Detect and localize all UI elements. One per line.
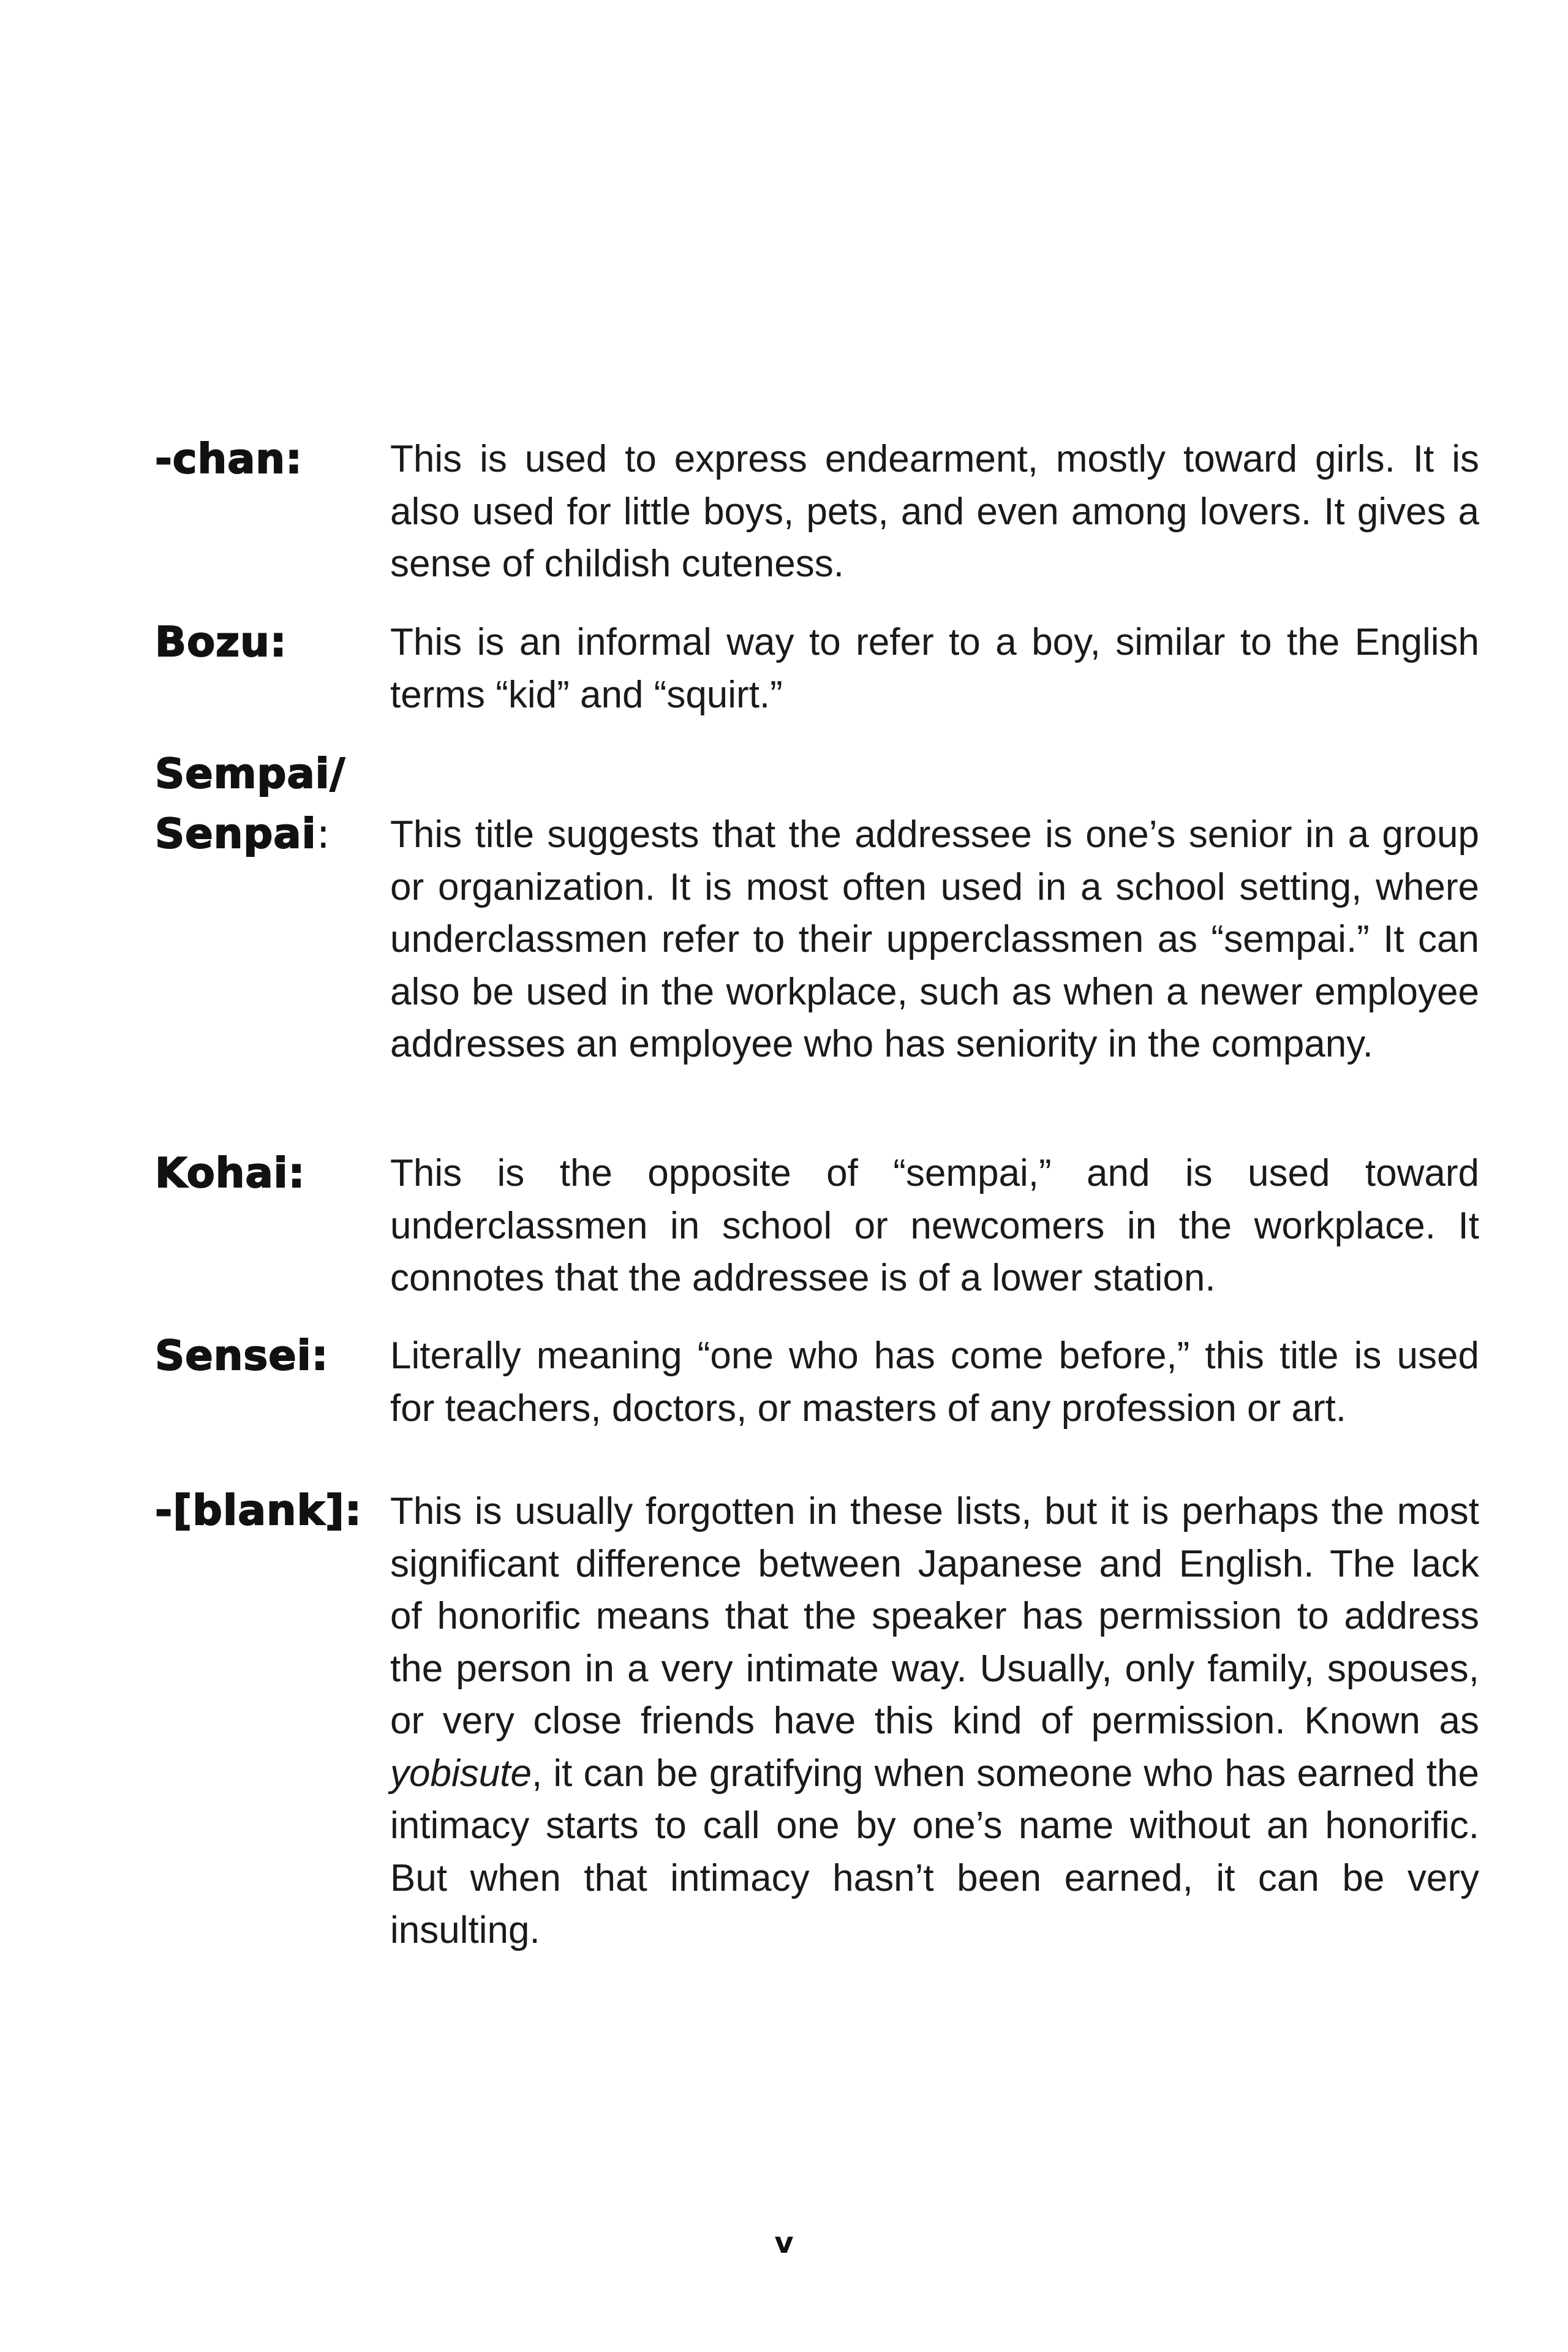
entry-term-line2: [155, 807, 331, 860]
entry-definition: This is an informal way to refer to a boy, similar to the English terms “kid” and “squirt.”: [390, 621, 1479, 716]
entry-term: -[blank]:: [155, 1487, 363, 1535]
entry-term: Sensei:: [155, 1332, 329, 1379]
definition-italic-term: yobisute: [390, 1752, 532, 1795]
entry-definition: Literally meaning “one who has come before,” this title is used for teachers, doctors, or masters of any profession or art.: [390, 1335, 1479, 1430]
entry-definition: This is the opposite of “sempai,” and is used toward underclassmen in school or newcomers in the workplace. It connotes that the addressee is of a lower station.: [390, 1152, 1479, 1299]
term-text: Senpai: [155, 810, 317, 858]
entry-term: Kohai:: [155, 1149, 306, 1197]
definition-text: , it can be gratifying when someone who has earned the intimacy starts to call one by one’s name without an honorific. But when that intimacy hasn’t been earned, it can be very insulting.: [390, 1752, 1479, 1951]
entry-definition: [390, 1485, 1479, 1957]
term-colon: :: [316, 810, 331, 858]
entry-definition: This is used to express endearment, mostly toward girls. It is also used for little boys, pets, and even among lovers. It gives a sense of childish cuteness.: [390, 438, 1479, 585]
entry-term-line1: Sempai/: [155, 750, 346, 797]
entry-term: Bozu:: [155, 618, 287, 666]
definition-text: This is usually forgotten in these lists, but it is perhaps the most significant difference between Japanese and English. The lack of honorific means that the speaker has permission to address the person in a very intimate way. Usually, only family, spouses, or very close friends have this kind of permission. Known as: [390, 1490, 1479, 1742]
entry-term: -chan:: [155, 435, 303, 483]
entry-definition: This title suggests that the addressee is one’s senior in a group or organization. It is most often used in a school setting, where underclassmen refer to their upperclassmen as “sempai.” It can also be used in the workplace, such as when a newer employee addresses an employee who has seniority in the company.: [390, 813, 1479, 1065]
page-number: v: [774, 2226, 794, 2260]
